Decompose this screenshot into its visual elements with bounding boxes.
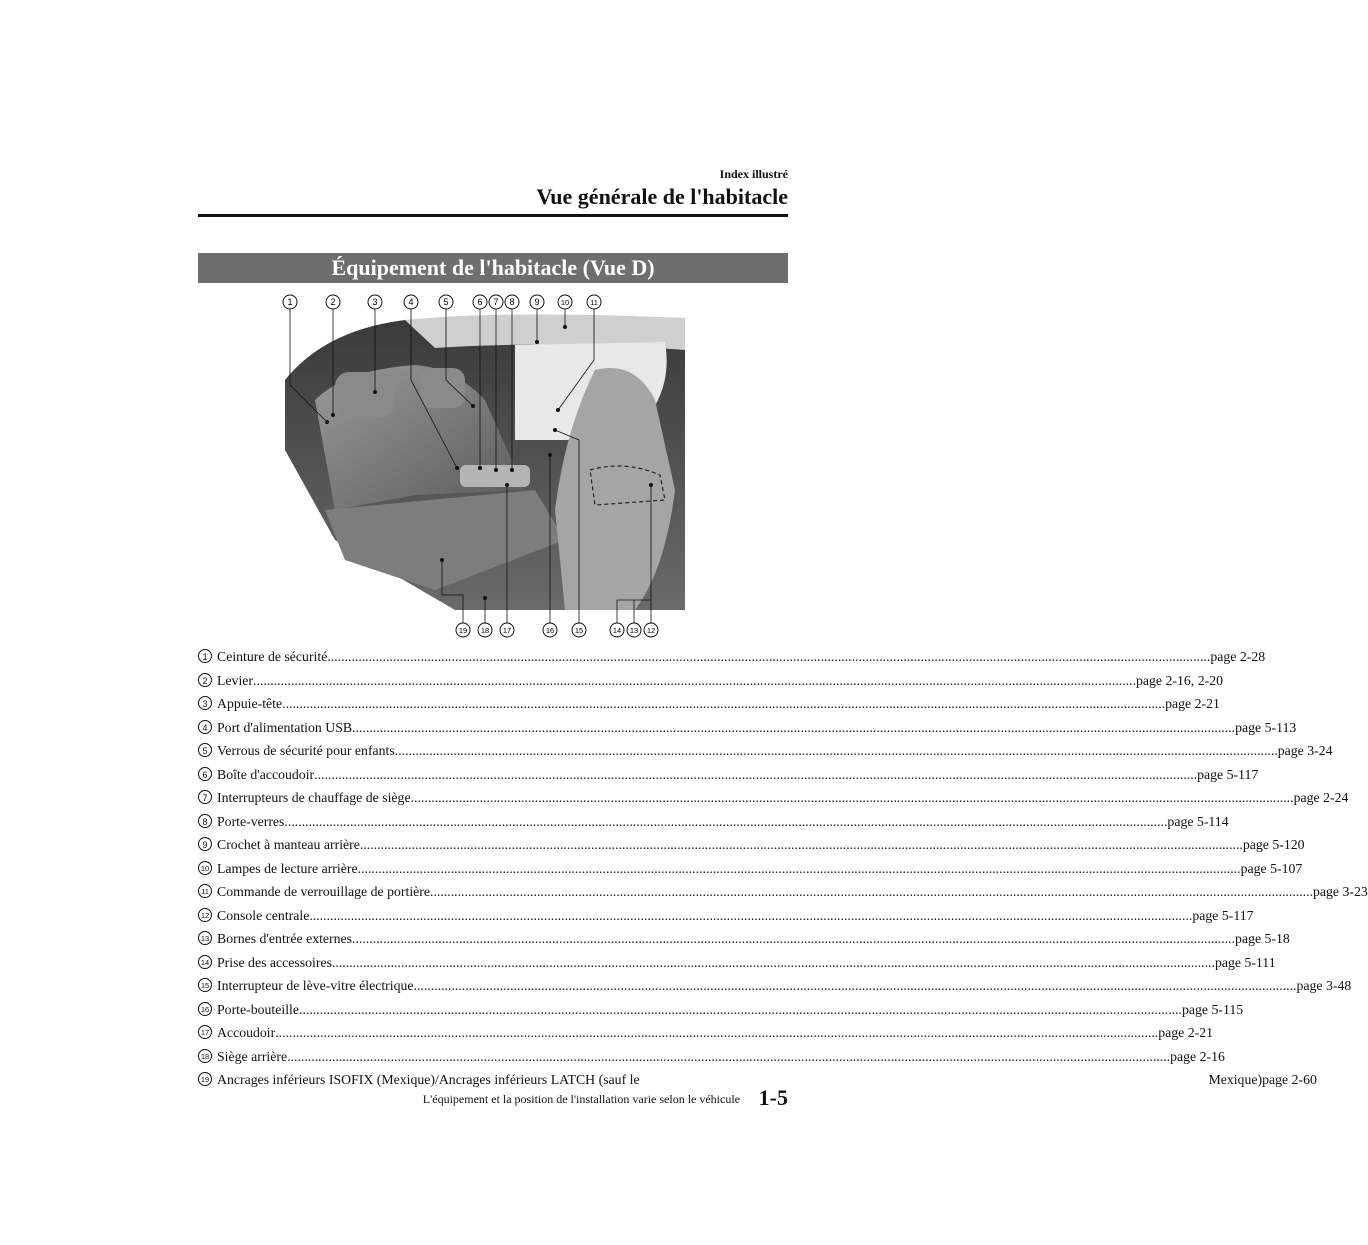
- headrest-left: [335, 372, 395, 417]
- item-page-ref: page 5-120: [1242, 837, 1305, 852]
- item-page-ref: page 5-114: [1167, 813, 1229, 829]
- svg-text:10: 10: [560, 298, 570, 307]
- callouts-bottom: [456, 623, 658, 637]
- item-page-ref: page 5-117: [1192, 907, 1254, 923]
- item-number-badge: 5: [198, 743, 212, 757]
- svg-text:18: 18: [480, 626, 490, 635]
- dot-leader: [287, 1045, 1170, 1069]
- item-page-ref: page 3-24: [1277, 743, 1333, 758]
- callout-12: [644, 623, 658, 637]
- item-label: Crochet à manteau arrière: [217, 837, 360, 852]
- item-page-ref: page 2-24: [1293, 790, 1349, 805]
- callout-15: [572, 623, 586, 637]
- item-label: Boîte d'accoudoir: [217, 766, 315, 782]
- footer-note: L'équipement et la position de l'installation varie selon le véhicule: [422, 1092, 740, 1106]
- item-label: Appuie-tête: [217, 696, 283, 711]
- item-page-ref: page 5-107: [1240, 860, 1303, 876]
- svg-text:6: 6: [477, 297, 483, 307]
- item-number-badge: 2: [198, 673, 212, 687]
- callout-7: [489, 295, 503, 309]
- item-label: Port d'alimentation USB: [217, 719, 353, 735]
- item-number-badge: 12: [198, 908, 212, 922]
- item-page-ref: page 2-60: [1262, 1072, 1317, 1087]
- item-label: Ceinture de sécurité: [217, 649, 328, 664]
- list-item: [198, 1021, 1214, 1045]
- item-label: Porte-bouteille: [217, 1001, 299, 1017]
- item-number-badge: 19: [198, 1072, 212, 1086]
- item-page-ref: page 5-117: [1197, 766, 1259, 782]
- callout-4: [404, 295, 418, 309]
- interior-illustration: [265, 290, 685, 640]
- page-number: 1-5: [758, 1085, 788, 1110]
- item-page-ref: page 3-23: [1313, 884, 1368, 899]
- callout-6: [473, 295, 487, 309]
- callout-14: [610, 623, 624, 637]
- dot-leader: [309, 904, 1192, 928]
- callout-16: [543, 623, 557, 637]
- item-number-badge: 4: [198, 720, 212, 734]
- page-title: Vue générale de l'habitacle: [536, 184, 788, 209]
- item-page-ref: page 2-28: [1210, 649, 1266, 664]
- list-item: [198, 669, 1223, 693]
- item-label: Ancrages inférieurs ISOFIX (Mexique)/Ancrages inférieurs LATCH (sauf le: [217, 1072, 640, 1087]
- callout-17: [500, 623, 514, 637]
- list-item: [198, 998, 1244, 1022]
- list-item: [198, 692, 1220, 716]
- list-item: [198, 645, 1266, 669]
- item-page-ref: page 5-18: [1235, 931, 1290, 946]
- callout-9: [530, 295, 544, 309]
- dot-leader: [352, 927, 1235, 951]
- item-number-badge: 10: [198, 861, 212, 875]
- dot-leader: [358, 857, 1241, 881]
- item-page-ref: page 3-48: [1296, 978, 1352, 993]
- item-label: Mexique): [1208, 1072, 1263, 1087]
- callout-11: [587, 295, 601, 309]
- callout-18: [478, 623, 492, 637]
- dot-leader: [314, 763, 1197, 787]
- item-page-ref: page 2-21: [1165, 696, 1220, 711]
- svg-text:9: 9: [534, 297, 540, 307]
- item-page-ref: page 5-115: [1182, 1001, 1244, 1017]
- svg-text:8: 8: [509, 297, 515, 307]
- item-number-badge: 18: [198, 1049, 212, 1063]
- item-number-badge: 8: [198, 814, 212, 828]
- item-label: Console centrale: [217, 907, 310, 923]
- svg-text:14: 14: [612, 626, 622, 635]
- item-page-ref: page 5-113: [1235, 719, 1297, 735]
- svg-text:12: 12: [646, 626, 656, 635]
- header-section: Index illustré: [719, 167, 788, 181]
- item-number-badge: 7: [198, 790, 212, 804]
- item-label: Bornes d'entrée externes: [217, 931, 353, 946]
- callout-8: [505, 295, 519, 309]
- svg-text:2: 2: [330, 297, 336, 307]
- dot-leader: [332, 951, 1215, 975]
- item-number-badge: 6: [198, 767, 212, 781]
- list-item: [198, 904, 1254, 928]
- list-item: [198, 1068, 1317, 1092]
- dot-leader: [411, 786, 1294, 810]
- svg-text:15: 15: [574, 626, 584, 635]
- headrest-right: [420, 368, 465, 408]
- item-number-badge: 15: [198, 978, 212, 992]
- list-item: [198, 857, 1303, 881]
- svg-text:13: 13: [629, 626, 639, 635]
- item-label: Lampes de lecture arrière: [217, 860, 358, 876]
- item-number-badge: 17: [198, 1025, 212, 1039]
- svg-text:1: 1: [287, 297, 293, 307]
- item-number-badge: 9: [198, 837, 212, 851]
- list-item: [198, 951, 1276, 975]
- item-page-ref: page 2-16: [1170, 1048, 1225, 1064]
- item-number-badge: 1: [198, 649, 212, 663]
- item-label: Interrupteurs de chauffage de siège: [217, 790, 411, 805]
- list-item: [198, 810, 1229, 834]
- callout-10: [558, 295, 572, 309]
- dot-leader: [360, 833, 1243, 857]
- item-label: Verrous de sécurité pour enfants: [217, 743, 395, 758]
- item-label: Prise des accessoires: [217, 954, 332, 970]
- header-rule: [198, 214, 788, 217]
- item-page-ref: page 2-16, 2-20: [1136, 672, 1223, 688]
- list-item: [198, 880, 1368, 904]
- svg-text:5: 5: [443, 297, 449, 307]
- callout-1: [283, 295, 297, 309]
- callout-13: [627, 623, 641, 637]
- item-label: Siège arrière: [217, 1048, 288, 1064]
- dot-leader: [253, 669, 1136, 693]
- list-item: [198, 786, 1349, 810]
- callout-2: [326, 295, 340, 309]
- item-label: Interrupteur de lève-vitre électrique: [217, 978, 414, 993]
- svg-text:19: 19: [458, 626, 468, 635]
- svg-text:7: 7: [493, 297, 499, 307]
- svg-text:3: 3: [372, 297, 378, 307]
- dot-leader: [284, 810, 1167, 834]
- list-item: [198, 763, 1259, 787]
- dot-leader: [414, 974, 1297, 998]
- item-label: Accoudoir: [217, 1025, 276, 1040]
- item-number-badge: 13: [198, 931, 212, 945]
- item-number-badge: 14: [198, 955, 212, 969]
- svg-text:4: 4: [408, 297, 414, 307]
- dot-leader: [395, 739, 1278, 763]
- dot-leader: [327, 645, 1210, 669]
- svg-text:17: 17: [502, 626, 512, 635]
- dot-leader: [275, 1021, 1158, 1045]
- callout-3: [368, 295, 382, 309]
- item-label: Levier: [217, 672, 254, 688]
- item-number-badge: 11: [198, 884, 212, 898]
- dot-leader: [282, 692, 1165, 716]
- equipment-list: [198, 645, 1368, 1092]
- section-banner: Équipement de l'habitacle (Vue D): [198, 253, 788, 283]
- callouts-top: [283, 295, 601, 309]
- list-item: [198, 974, 1352, 998]
- list-item: [198, 1045, 1225, 1069]
- callout-5: [439, 295, 453, 309]
- callout-19: [456, 623, 470, 637]
- item-number-badge: 16: [198, 1002, 212, 1016]
- item-page-ref: page 2-21: [1158, 1025, 1214, 1040]
- item-number-badge: 3: [198, 696, 212, 710]
- list-item: [198, 716, 1297, 740]
- svg-text:16: 16: [545, 626, 555, 635]
- item-label: Commande de verrouillage de portière: [217, 884, 431, 899]
- dot-leader: [299, 998, 1182, 1022]
- dot-leader: [430, 880, 1313, 904]
- list-item: [198, 739, 1333, 763]
- svg-text:11: 11: [590, 298, 598, 307]
- item-page-ref: page 5-111: [1214, 954, 1276, 970]
- dot-leader: [352, 716, 1235, 740]
- list-item: [198, 833, 1305, 857]
- list-item: [198, 927, 1290, 951]
- item-label: Porte-verres: [217, 813, 285, 829]
